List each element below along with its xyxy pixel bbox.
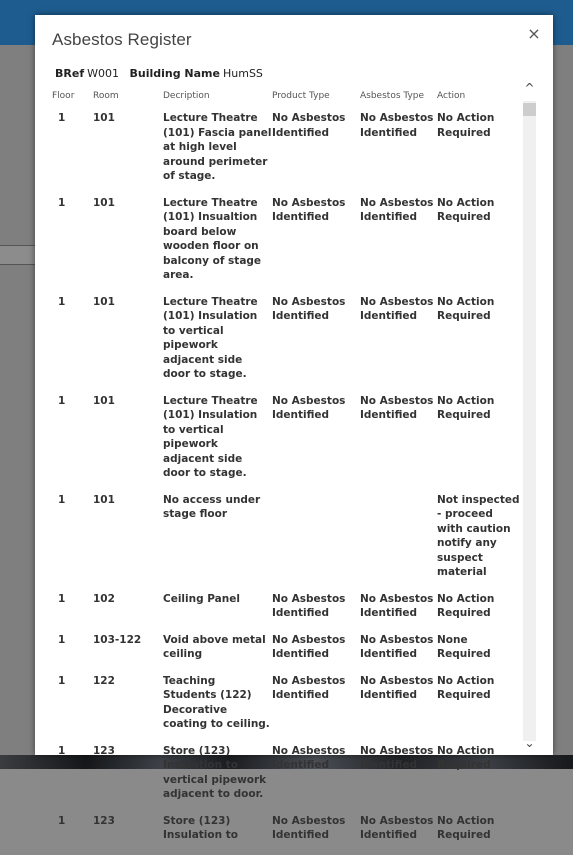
cell-room: 101 bbox=[93, 493, 115, 506]
cell-room: 101 bbox=[93, 196, 115, 209]
cell-floor: 1 bbox=[58, 394, 66, 407]
register-table bbox=[52, 91, 522, 855]
cell-action: No Action Required bbox=[437, 744, 495, 771]
column-header-asbestos-type: Asbestos Type bbox=[360, 91, 425, 101]
close-icon[interactable]: × bbox=[527, 24, 541, 43]
cell-product-type: No Asbestos Identified bbox=[272, 112, 346, 139]
column-header-room: Room bbox=[93, 91, 119, 101]
cell-description: Ceiling Panel bbox=[163, 592, 240, 605]
column-header-action: Action bbox=[437, 91, 466, 101]
cell-product-type: No Asbestos Identified bbox=[272, 814, 346, 841]
cell-action: No Action Required bbox=[437, 592, 495, 619]
cell-floor: 1 bbox=[58, 814, 66, 827]
table-row bbox=[52, 814, 522, 855]
cell-floor: 1 bbox=[58, 295, 66, 308]
cell-asbestos-type: No Asbestos Identified bbox=[360, 744, 434, 771]
cell-floor: 1 bbox=[58, 112, 66, 124]
table-row bbox=[52, 592, 522, 633]
table-row bbox=[52, 111, 522, 196]
column-header-floor: Floor bbox=[52, 91, 75, 101]
table-row bbox=[52, 744, 522, 814]
cell-product-type: No Asbestos Identified bbox=[272, 196, 346, 223]
cell-product-type bbox=[272, 493, 360, 592]
cell-description: No access under stage floor bbox=[163, 493, 261, 520]
cell-asbestos-type: No Asbestos Identified bbox=[360, 633, 434, 660]
cell-asbestos-type: No Asbestos Identified bbox=[360, 674, 434, 701]
cell-floor: 1 bbox=[58, 633, 66, 646]
cell-asbestos-type: No Asbestos Identified bbox=[360, 592, 434, 619]
cell-room: 122 bbox=[93, 674, 115, 687]
cell-asbestos-type: No Asbestos Identified bbox=[360, 112, 434, 139]
cell-action: No Action Required bbox=[437, 674, 495, 701]
building-name-value: HumSS bbox=[222, 67, 263, 80]
scroll-down-icon[interactable]: ⌄ bbox=[524, 736, 535, 750]
cell-description: Lecture Theatre (101) Insulation to vertical pipework adjacent side door to stage. bbox=[163, 394, 258, 479]
bref-label: BRef bbox=[55, 67, 85, 80]
asbestos-register-dialog bbox=[35, 15, 553, 841]
column-header-description: Decription bbox=[163, 91, 210, 101]
table-row bbox=[52, 295, 522, 394]
cell-action: No Action Required bbox=[437, 394, 495, 421]
cell-floor: 1 bbox=[58, 592, 66, 605]
cell-action: No Action Required bbox=[437, 196, 495, 223]
cell-asbestos-type: No Asbestos Identified bbox=[360, 196, 434, 223]
scrollbar-thumb[interactable] bbox=[523, 103, 536, 116]
table-row bbox=[52, 493, 522, 592]
cell-room: 102 bbox=[93, 592, 115, 605]
cell-description: Lecture Theatre (101) Insulation to vertical pipework adjacent side door to stage. bbox=[163, 295, 258, 380]
cell-asbestos-type: No Asbestos Identified bbox=[360, 814, 434, 841]
cell-asbestos-type: No Asbestos Identified bbox=[360, 295, 434, 322]
cell-floor: 1 bbox=[58, 196, 66, 209]
cell-floor: 1 bbox=[58, 744, 66, 757]
cell-action: No Action Required bbox=[437, 295, 495, 322]
cell-product-type: No Asbestos Identified bbox=[272, 592, 346, 619]
cell-room: 103-122 bbox=[93, 633, 142, 646]
building-name-label: Building Name bbox=[129, 67, 220, 80]
cell-asbestos-type: No Asbestos Identified bbox=[360, 394, 434, 421]
cell-room: 101 bbox=[93, 112, 115, 124]
vertical-scrollbar[interactable] bbox=[522, 70, 537, 755]
cell-description: Teaching Students (122) Decorative coating to ceiling. bbox=[163, 674, 270, 730]
cell-action: No Action Required bbox=[437, 814, 495, 841]
table-row bbox=[52, 196, 522, 295]
cell-action: No Action Required bbox=[437, 112, 495, 139]
table-row bbox=[52, 674, 522, 744]
background-dropdown bbox=[0, 245, 37, 265]
cell-room: 101 bbox=[93, 295, 115, 308]
table-row bbox=[52, 633, 522, 674]
cell-product-type: No Asbestos Identified bbox=[272, 674, 346, 701]
cell-room: 123 bbox=[93, 814, 115, 827]
cell-description: Store (123) Insulation to vertical pipework adjacent to door. bbox=[163, 744, 267, 800]
column-header-product-type: Product Type bbox=[272, 91, 330, 101]
register-table-scroll[interactable] bbox=[52, 91, 522, 841]
scrollbar-track[interactable] bbox=[523, 101, 536, 741]
table-row bbox=[52, 394, 522, 493]
cell-product-type: No Asbestos Identified bbox=[272, 295, 346, 322]
table-header-row bbox=[52, 91, 522, 111]
cell-room: 101 bbox=[93, 394, 115, 407]
scroll-up-icon[interactable]: ^ bbox=[524, 81, 535, 95]
cell-product-type: No Asbestos Identified bbox=[272, 744, 346, 771]
cell-floor: 1 bbox=[58, 493, 66, 506]
cell-asbestos-type bbox=[360, 493, 437, 592]
dialog-title: Asbestos Register bbox=[52, 30, 192, 49]
building-meta bbox=[55, 67, 270, 80]
cell-product-type: No Asbestos Identified bbox=[272, 633, 346, 660]
cell-description: Store (123) Insulation to bbox=[163, 814, 238, 841]
cell-action: None Required bbox=[437, 633, 491, 660]
cell-room: 123 bbox=[93, 744, 115, 757]
bref-value: W001 bbox=[87, 67, 119, 80]
cell-description: Void above metal ceiling bbox=[163, 633, 266, 660]
cell-description: Lecture Theatre (101) Insualtion board below wooden floor on balcony of stage area. bbox=[163, 196, 262, 281]
cell-description: Lecture Theatre (101) Fascia panel at high level around perimeter of stage. bbox=[163, 112, 272, 182]
cell-product-type: No Asbestos Identified bbox=[272, 394, 346, 421]
cell-floor: 1 bbox=[58, 674, 66, 687]
cell-action: Not inspected - proceed with caution notify any suspect material bbox=[437, 493, 520, 578]
